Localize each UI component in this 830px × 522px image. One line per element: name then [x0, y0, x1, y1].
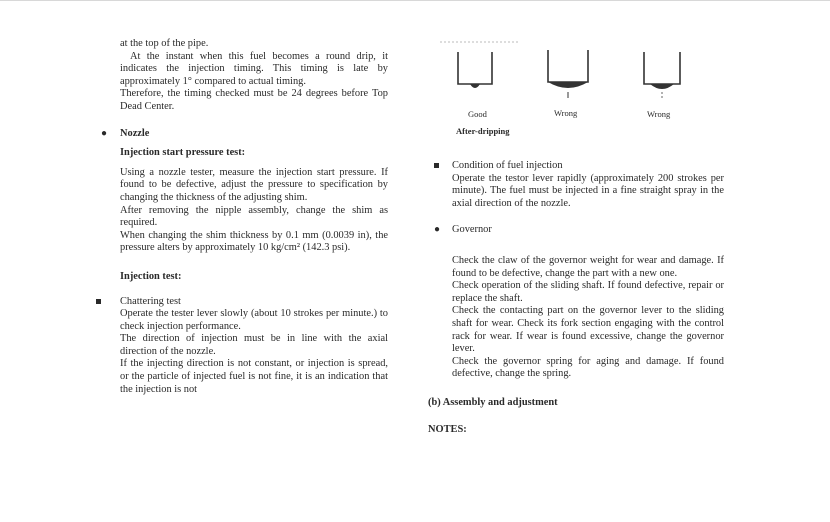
bullet-icon: ●: [101, 127, 108, 139]
chattering-paragraph: Operate the tester lever slowly (about 10 strokes per minute.) to check injection performance.: [120, 308, 388, 332]
start-pressure-paragraph: After removing the nipple assembly, change the shim as required.: [120, 204, 388, 229]
label-wrong: Wrong: [647, 109, 671, 119]
right-column: [428, 160, 724, 436]
nozzle-wrong-1: [548, 50, 588, 98]
left-column: [101, 38, 388, 396]
label-wrong: Wrong: [554, 108, 578, 118]
injection-test-heading: Injection test:: [120, 270, 182, 282]
nozzle-heading: Nozzle: [120, 127, 150, 139]
start-pressure-heading: Injection start pressure test:: [120, 147, 246, 159]
nozzle-wrong-2: [644, 52, 680, 100]
start-pressure-paragraph: When changing the shim thickness by 0.1 mm (0.0039 in), the pressure alters by approximately 10 kg/cm² (142.3 psi).: [120, 229, 388, 254]
condition-heading: Condition of fuel injection: [452, 160, 563, 171]
intro-paragraph: At the instant when this fuel becomes a round drip, it indicates the injection timing. This timing is late by approximately 1° compared to actual timing.: [120, 50, 388, 87]
notes-heading: NOTES:: [428, 423, 467, 435]
condition-section: [452, 160, 724, 210]
chattering-section: [120, 296, 388, 397]
diagram-caption: After-dripping: [456, 126, 510, 136]
assembly-heading: (b) Assembly and adjustment: [428, 396, 558, 408]
chattering-heading: Chattering test: [120, 295, 181, 307]
chattering-paragraph: If the injecting direction is not constant, or injection is spread, or the particle of injected fuel is not fine, it is an indication that the injection is not: [120, 358, 388, 395]
label-good: Good: [468, 109, 487, 119]
governor-paragraph: Check operation of the sliding shaft. If found defective, repair or replace the shaft.: [452, 280, 724, 304]
page-top-border: [0, 0, 830, 1]
governor-paragraph: Check the governor spring for aging and damage. If found defective, change the spring.: [452, 355, 724, 380]
governor-paragraph: Check the contacting part on the governor lever to the sliding shaft for wear. Check its fork section engaging with the control rack for wear. If wear is found excessive, change the governor lever.: [452, 305, 724, 355]
governor-section: [434, 224, 724, 237]
square-bullet-icon: [96, 299, 101, 304]
start-pressure-paragraph: Using a nozzle tester, measure the injection start pressure. If found to be defective, adjust the pressure to specification by changing the thickness of the adjusting shim.: [120, 166, 388, 203]
square-bullet-icon: [434, 163, 439, 168]
intro-line: at the top of the pipe.: [120, 38, 209, 49]
chattering-paragraph: The direction of injection must be in line with the axial direction of the nozzle.: [120, 333, 388, 357]
nozzle-good: [458, 52, 492, 88]
intro-paragraph: Therefore, the timing checked must be 24 degrees before Top Dead Center.: [120, 88, 388, 112]
nozzle-section: [101, 127, 388, 141]
governor-heading: Governor: [452, 224, 492, 236]
nozzle-drip-illustration: [440, 40, 700, 110]
bullet-icon: ●: [434, 224, 441, 236]
after-dripping-diagram: [440, 40, 700, 140]
governor-paragraph: Check the claw of the governor weight for wear and damage. If found to be defective, change the part with a new one.: [452, 254, 724, 279]
condition-paragraph: Operate the testor lever rapidly (approximately 200 strokes per minute). The fuel must be injected in a fine straight spray in the axial direction of the nozzle.: [452, 172, 724, 209]
